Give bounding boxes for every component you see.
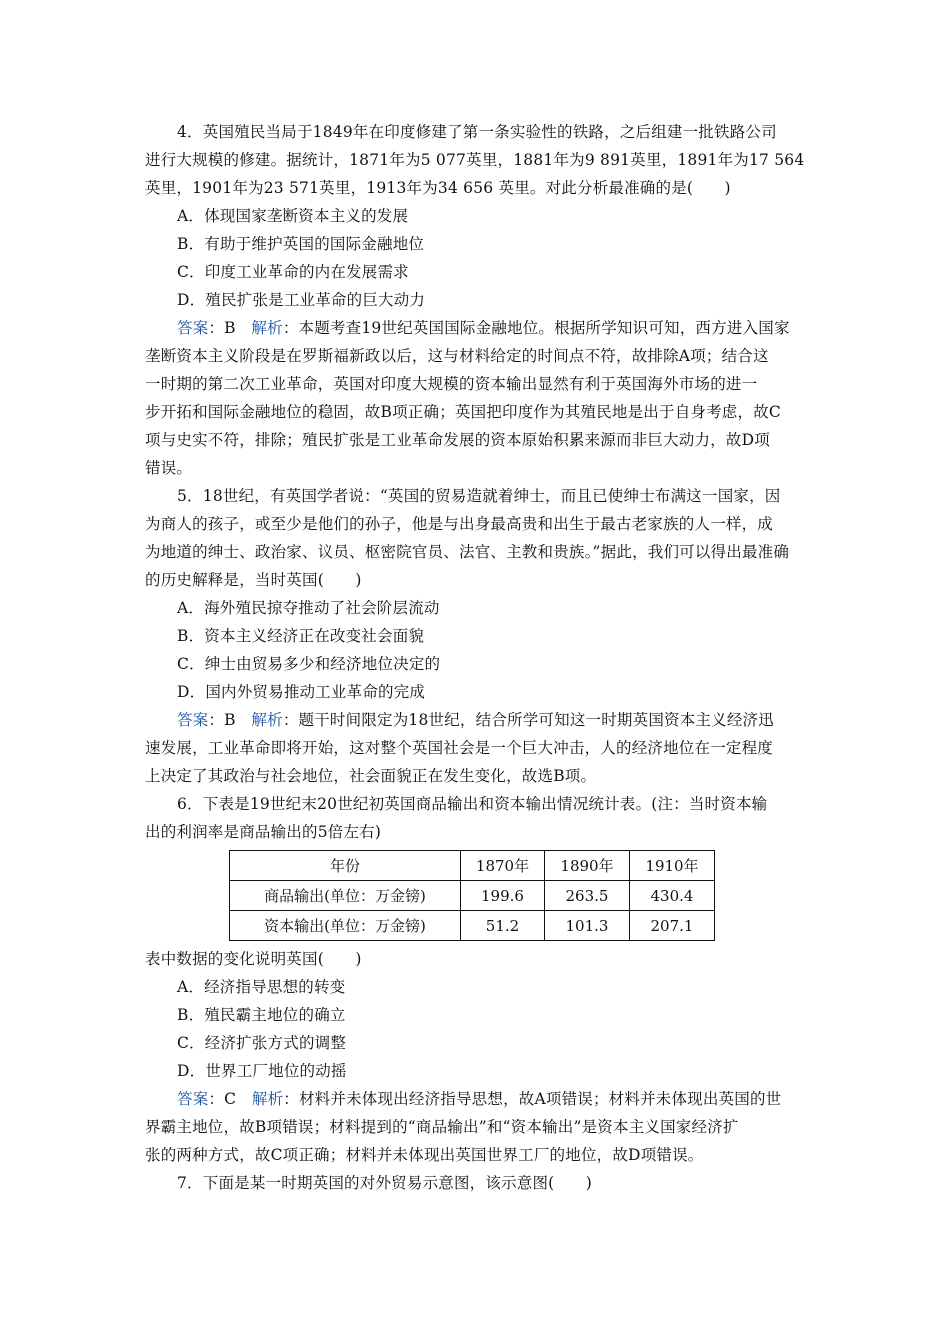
question-text: 为地道的绅士、政治家、议员、枢密院官员、法官、主教和贵族。”据此，我们可以得出最准确 — [145, 543, 790, 561]
answer-value: ：B — [208, 711, 252, 729]
table-cell: 101.3 — [545, 911, 630, 941]
option-a: A．海外殖民掠夺推动了社会阶层流动 — [177, 599, 440, 617]
option-c: C．经济扩张方式的调整 — [177, 1034, 347, 1052]
question-text: 4．英国殖民当局于1849年在印度修建了第一条实验性的铁路，之后组建一批铁路公司 — [177, 123, 777, 141]
question-text: 英里，1901年为23 571英里，1913年为34 656 英里。对此分析最准确的是( ) — [145, 179, 731, 197]
question-text: 表中数据的变化说明英国( ) — [145, 950, 362, 968]
explanation-label: 解析 — [251, 319, 283, 337]
option-b: B．殖民霸主地位的确立 — [177, 1006, 346, 1024]
question-text: 出的利润率是商品输出的5倍左右) — [145, 823, 382, 841]
explanation-label: 解析 — [251, 711, 283, 729]
table-cell: 51.2 — [461, 911, 545, 941]
question-text: 7．下面是某一时期英国的对外贸易示意图，该示意图( ) — [177, 1174, 593, 1192]
explanation-text: 步开拓和国际金融地位的稳固，故B项正确；英国把印度作为其殖民地是出于自身考虑，故C — [145, 403, 781, 421]
explanation-text: ：材料并未体现出经济指导思想，故A项错误；材料并未体现出英国的世 — [283, 1090, 782, 1108]
explanation-text: 项与史实不符，排除；殖民扩张是工业革命发展的资本原始积累来源而非巨大动力，故D项 — [145, 431, 770, 449]
table-cell: 资本输出(单位：万金镑) — [230, 911, 461, 941]
table-header-row — [230, 851, 715, 881]
document-page — [145, 118, 810, 1197]
answer-value: ：C — [208, 1090, 252, 1108]
option-d: D．国内外贸易推动工业革命的完成 — [177, 683, 426, 701]
option-d: D．殖民扩张是工业革命的巨大动力 — [177, 291, 426, 309]
option-c: C．绅士由贸易多少和经济地位决定的 — [177, 655, 441, 673]
table-cell: 263.5 — [545, 881, 630, 911]
question-text: 5．18世纪，有英国学者说：“英国的贸易造就着绅士，而且已使绅士布满这一国家，因 — [177, 487, 781, 505]
table-cell: 430.4 — [630, 881, 715, 911]
question-text: 为商人的孩子，或至少是他们的孙子，他是与出身最高贵和出生于最古老家族的人一样，成 — [145, 515, 774, 533]
answer-label: 答案 — [177, 1090, 209, 1108]
option-b: B．有助于维护英国的国际金融地位 — [177, 235, 425, 253]
explanation-text: ：本题考查19世纪英国国际金融地位。根据所学知识可知，西方进入国家 — [282, 319, 790, 337]
explanation-text: 垄断资本主义阶段是在罗斯福新政以后，这与材料给定的时间点不符，故排除A项；结合这 — [145, 347, 769, 365]
option-a: A．体现国家垄断资本主义的发展 — [177, 207, 409, 225]
question-4 — [145, 118, 810, 482]
table-header-cell: 1870年 — [461, 851, 545, 881]
table-cell: 商品输出(单位：万金镑) — [230, 881, 461, 911]
question-text: 6．下表是19世纪末20世纪初英国商品输出和资本输出情况统计表。(注：当时资本输 — [177, 795, 768, 813]
explanation-text: 速发展，工业革命即将开始，这对整个英国社会是一个巨大冲击，人的经济地位在一定程度 — [145, 739, 774, 757]
table-row — [230, 911, 715, 941]
option-d: D．世界工厂地位的动摇 — [177, 1062, 347, 1080]
explanation-label: 解析 — [251, 1090, 284, 1108]
answer-line — [145, 314, 810, 342]
question-text: 进行大规模的修建。据统计，1871年为5 077英里，1881年为9 891英里，1891年为17 564 — [145, 151, 805, 169]
question-5 — [145, 482, 810, 790]
answer-line — [145, 706, 810, 734]
table-row — [230, 881, 715, 911]
table-header-cell: 1910年 — [630, 851, 715, 881]
explanation-text: 错误。 — [145, 459, 193, 477]
question-6 — [145, 790, 810, 1169]
option-a: A．经济指导思想的转变 — [177, 978, 346, 996]
explanation-text: 上决定了其政治与社会地位，社会面貌正在发生变化，故选B项。 — [145, 767, 597, 785]
question-text: 的历史解释是，当时英国( ) — [145, 571, 362, 589]
export-statistics-table — [229, 850, 715, 941]
option-c: C．印度工业革命的内在发展需求 — [177, 263, 409, 281]
answer-label: 答案 — [177, 319, 209, 337]
explanation-text: 一时期的第二次工业革命，英国对印度大规模的资本输出显然有利于英国海外市场的进一 — [145, 375, 758, 393]
table-header-cell: 年份 — [230, 851, 461, 881]
table-cell: 207.1 — [630, 911, 715, 941]
answer-label: 答案 — [177, 711, 209, 729]
table-cell: 199.6 — [461, 881, 545, 911]
explanation-text: 张的两种方式，故C项正确；材料并未体现出英国世界工厂的地位，故D项错误。 — [145, 1146, 704, 1164]
answer-value: ：B — [208, 319, 252, 337]
explanation-text: ：题干时间限定为18世纪，结合所学可知这一时期英国资本主义经济迅 — [282, 711, 774, 729]
table-header-cell: 1890年 — [545, 851, 630, 881]
answer-line — [145, 1085, 810, 1113]
question-7 — [145, 1169, 810, 1197]
option-b: B．资本主义经济正在改变社会面貌 — [177, 627, 425, 645]
explanation-text: 界霸主地位，故B项错误；材料提到的“商品输出”和“资本输出”是资本主义国家经济扩 — [145, 1118, 739, 1136]
